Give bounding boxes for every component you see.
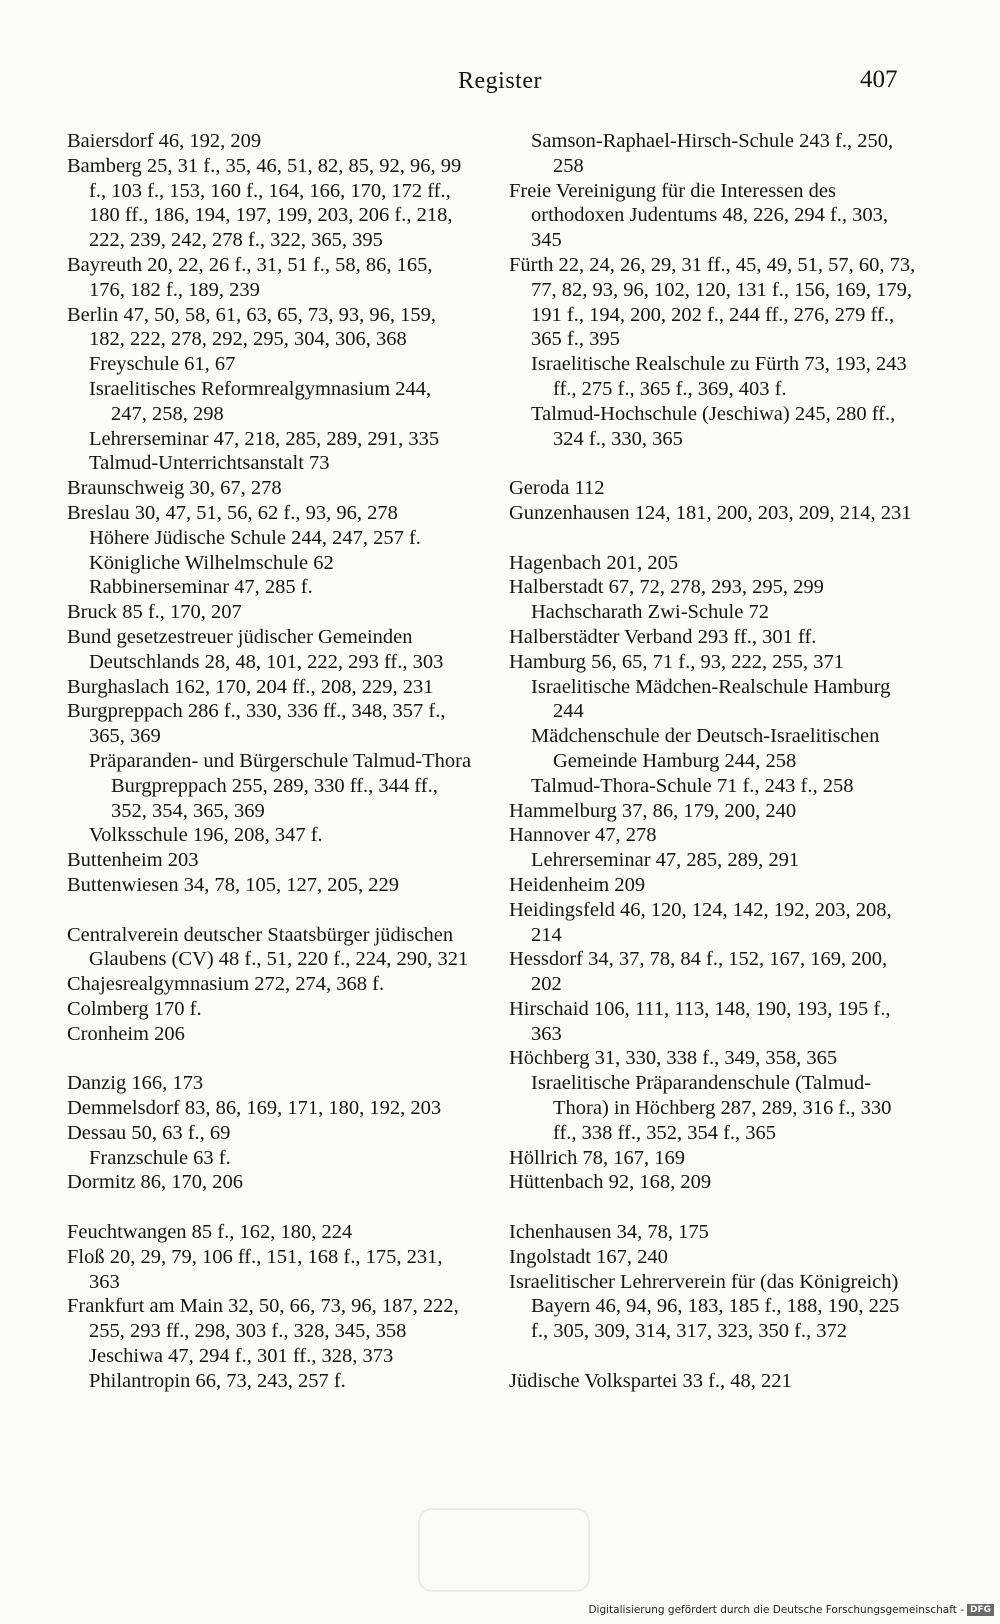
index-entry: Bamberg 25, 31 f., 35, 46, 51, 82, 85, 92, 96, 99 f., 103 f., 153, 160 f., 164, 166, 170, 172 ff., 180 ff., 186, 194, 197, 199, 203, 206 f., 218, 222, 239, 242, 278 f., 322, 365, 395 bbox=[67, 154, 462, 252]
index-entry: Heidingsfeld 46, 120, 124, 142, 192, 203, 208, 214 bbox=[509, 898, 892, 946]
index-subentry: Freyschule 61, 67 bbox=[89, 353, 236, 376]
section-gap bbox=[509, 1344, 917, 1369]
index-subentry: Talmud-Unterrichtsanstalt 73 bbox=[89, 452, 330, 475]
index-entry: Ingolstadt 167, 240 bbox=[509, 1245, 668, 1268]
index-entry: Hessdorf 34, 37, 78, 84 f., 152, 167, 169, 200, 202 bbox=[509, 948, 888, 996]
index-entry: Jüdische Volkspartei 33 f., 48, 221 bbox=[509, 1369, 792, 1392]
index-entry: Hagenbach 201, 205 bbox=[509, 551, 679, 574]
index-entry: Halberstädter Verband 293 ff., 301 ff. bbox=[509, 625, 817, 648]
footer-credit bbox=[588, 1604, 994, 1616]
index-entry: Cronheim 206 bbox=[67, 1022, 185, 1045]
index-subentry: Präparanden- und Bürgerschule Talmud-Thora Burgpreppach 255, 289, 330 ff., 344 ff., 352, 354, 365, 369 bbox=[89, 749, 472, 822]
index-entry: Centralverein deutscher Staatsbürger jüdischen Glaubens (CV) 48 f., 51, 220 f., 224, 290, 321 bbox=[67, 923, 469, 971]
index-entry: Dessau 50, 63 f., 69 bbox=[67, 1121, 231, 1144]
section-gap bbox=[509, 526, 917, 551]
index-subentry: Talmud-Thora-Schule 71 f., 243 f., 258 bbox=[531, 774, 854, 797]
index-entry: Geroda 112 bbox=[509, 477, 605, 500]
section-gap bbox=[67, 898, 472, 923]
section-gap bbox=[509, 451, 917, 476]
footer-text: Digitalisierung gefördert durch die Deutsche Forschungsgemeinschaft - bbox=[588, 1604, 964, 1616]
index-entry: Bayreuth 20, 22, 26 f., 31, 51 f., 58, 86, 165, 176, 182 f., 189, 239 bbox=[67, 253, 433, 301]
index-entry: Berlin 47, 50, 58, 61, 63, 65, 73, 93, 96, 159, 182, 222, 278, 292, 295, 304, 306, 368 bbox=[67, 303, 436, 351]
index-entry: Halberstadt 67, 72, 278, 293, 295, 299 bbox=[509, 576, 824, 599]
index-entry: Demmelsdorf 83, 86, 169, 171, 180, 192, 203 bbox=[67, 1097, 442, 1120]
index-entry: Hirschaid 106, 111, 113, 148, 190, 193, 195 f., 363 bbox=[509, 997, 891, 1045]
index-subentry: Volksschule 196, 208, 347 f. bbox=[89, 824, 323, 847]
index-entry: Hamburg 56, 65, 71 f., 93, 222, 255, 371 bbox=[509, 650, 845, 673]
index-subentry: Höhere Jüdische Schule 244, 247, 257 f. bbox=[89, 526, 421, 549]
index-entry: Chajesrealgymnasium 272, 274, 368 f. bbox=[67, 973, 385, 996]
index-entry: Dormitz 86, 170, 206 bbox=[67, 1171, 243, 1194]
index-entry: Bruck 85 f., 170, 207 bbox=[67, 601, 242, 624]
index-entry: Freie Vereinigung für die Interessen des orthodoxen Judentums 48, 226, 294 f., 303, 345 bbox=[509, 179, 889, 252]
index-column-left bbox=[67, 129, 472, 1394]
index-entry: Breslau 30, 47, 51, 56, 62 f., 93, 96, 278 bbox=[67, 501, 398, 524]
index-subentry: Hachscharath Zwi-Schule 72 bbox=[531, 601, 769, 624]
index-entry: Ichenhausen 34, 78, 175 bbox=[509, 1221, 709, 1244]
index-entry: Frankfurt am Main 32, 50, 66, 73, 96, 187, 222, 255, 293 ff., 298, 303 f., 328, 345, 358 bbox=[67, 1295, 459, 1343]
page-header-title: Register bbox=[458, 68, 542, 94]
index-entry: Israelitischer Lehrerverein für (das Königreich) Bayern 46, 94, 96, 183, 185 f., 188, 190, 225 f., 305, 309, 314, 317, 323, 350 f., 372 bbox=[509, 1270, 900, 1343]
index-entry: Floß 20, 29, 79, 106 ff., 151, 168 f., 175, 231, 363 bbox=[67, 1245, 443, 1293]
page-number: 407 bbox=[860, 66, 898, 93]
index-subentry: Israelitisches Reformrealgymnasium 244, 247, 258, 298 bbox=[89, 377, 432, 425]
index-entry: Braunschweig 30, 67, 278 bbox=[67, 477, 282, 500]
index-entry: Burghaslach 162, 170, 204 ff., 208, 229, 231 bbox=[67, 675, 434, 698]
index-subentry: Königliche Wilhelmschule 62 bbox=[89, 551, 334, 574]
index-subentry: Israelitische Mädchen-Realschule Hamburg 244 bbox=[531, 675, 891, 723]
index-entry: Burgpreppach 286 f., 330, 336 ff., 348, 357 f., 365, 369 bbox=[67, 700, 446, 748]
section-gap bbox=[509, 1195, 917, 1220]
index-subentry: Lehrerseminar 47, 218, 285, 289, 291, 335 bbox=[89, 427, 440, 450]
index-entry: Bund gesetzestreuer jüdischer Gemeinden Deutschlands 28, 48, 101, 222, 293 ff., 303 bbox=[67, 625, 444, 673]
index-entry: Hüttenbach 92, 168, 209 bbox=[509, 1171, 712, 1194]
index-entry: Hammelburg 37, 86, 179, 200, 240 bbox=[509, 799, 797, 822]
index-entry: Gunzenhausen 124, 181, 200, 203, 209, 214, 231 bbox=[509, 501, 912, 524]
index-entry: Heidenheim 209 bbox=[509, 873, 646, 896]
section-gap bbox=[67, 1046, 472, 1071]
index-entry: Colmberg 170 f. bbox=[67, 997, 202, 1020]
index-entry: Hannover 47, 278 bbox=[509, 824, 657, 847]
index-subentry: Jeschiwa 47, 294 f., 301 ff., 328, 373 bbox=[89, 1345, 394, 1368]
index-subentry: Talmud-Hochschule (Jeschiwa) 245, 280 ff., 324 f., 330, 365 bbox=[531, 402, 896, 450]
index-entry: Buttenwiesen 34, 78, 105, 127, 205, 229 bbox=[67, 873, 399, 896]
index-subentry: Samson-Raphael-Hirsch-Schule 243 f., 250, 258 bbox=[531, 130, 894, 177]
index-subentry: Lehrerseminar 47, 285, 289, 291 bbox=[531, 849, 800, 872]
library-stamp bbox=[418, 1508, 590, 1592]
index-entry: Feuchtwangen 85 f., 162, 180, 224 bbox=[67, 1221, 353, 1244]
index-subentry: Philantropin 66, 73, 243, 257 f. bbox=[89, 1369, 346, 1392]
index-subentry: Rabbinerseminar 47, 285 f. bbox=[89, 576, 313, 599]
index-column-right bbox=[509, 129, 917, 1394]
index-entry: Danzig 166, 173 bbox=[67, 1072, 204, 1095]
index-entry: Buttenheim 203 bbox=[67, 849, 199, 872]
dfg-logo: DFG bbox=[967, 1604, 994, 1616]
index-entry: Fürth 22, 24, 26, 29, 31 ff., 45, 49, 51, 57, 60, 73, 77, 82, 93, 96, 102, 120, 131 f., 156, 169, 179, 191 f., 194, 200, 202 f., 244 ff., 276, 279 ff., 365 f., 395 bbox=[509, 253, 916, 351]
index-subentry: Mädchenschule der Deutsch-Israelitischen Gemeinde Hamburg 244, 258 bbox=[531, 725, 880, 772]
index-entry: Höchberg 31, 330, 338 f., 349, 358, 365 bbox=[509, 1047, 838, 1070]
index-entry: Höllrich 78, 167, 169 bbox=[509, 1146, 685, 1169]
index-subentry: Franzschule 63 f. bbox=[89, 1146, 231, 1169]
index-subentry: Israelitische Realschule zu Fürth 73, 193, 243 ff., 275 f., 365 f., 369, 403 f. bbox=[531, 353, 907, 400]
index-subentry: Israelitische Präparandenschule (Talmud-Thora) in Höchberg 287, 289, 316 f., 330 ff., 338 ff., 352, 354 f., 365 bbox=[531, 1072, 892, 1144]
index-entry: Baiersdorf 46, 192, 209 bbox=[67, 130, 262, 152]
section-gap bbox=[67, 1195, 472, 1220]
